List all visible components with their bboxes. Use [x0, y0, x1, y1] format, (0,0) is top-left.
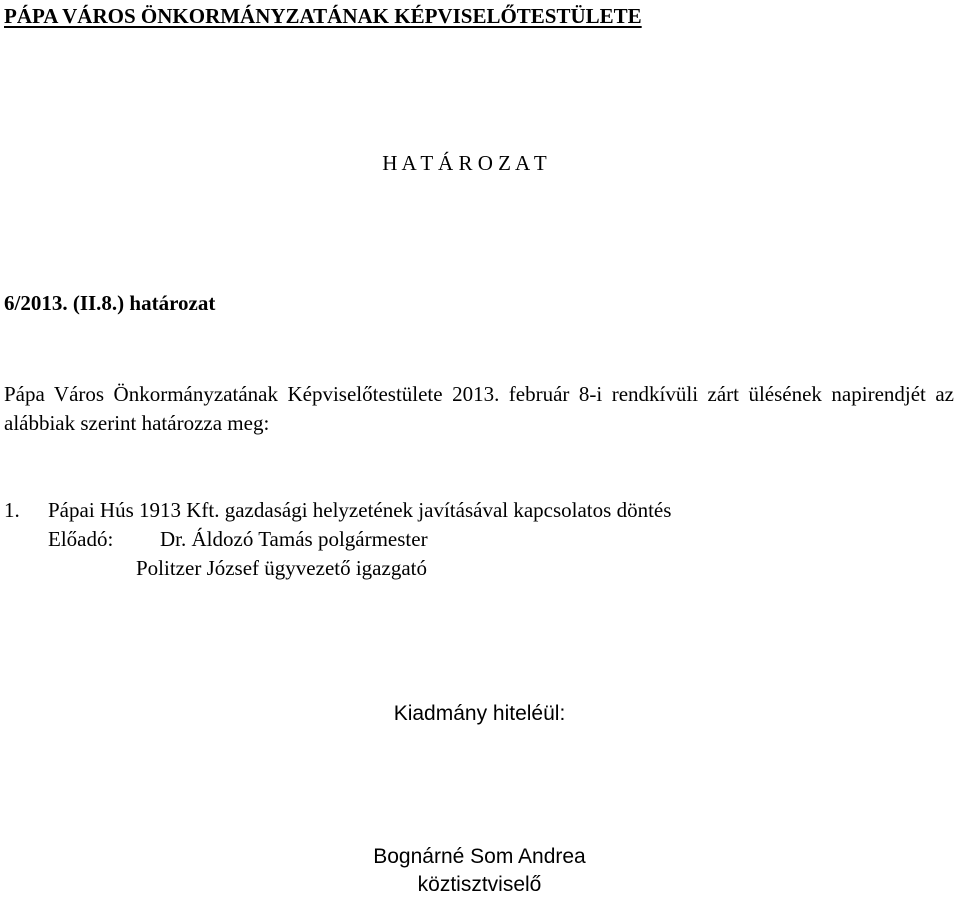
council-header-title: PÁPA VÁROS ÖNKORMÁNYZATÁNAK KÉPVISELŐTESTÜLETE	[4, 4, 642, 28]
intro-paragraph: Pápa Város Önkormányzatának Képviselőtestülete 2013. február 8-i rendkívüli zárt ülésének napirendjét az alábbiak szerint határozza meg:	[4, 382, 954, 435]
signer-title: köztisztviselő	[417, 873, 542, 896]
presenter-name: Dr. Áldozó Tamás polgármester	[160, 527, 428, 551]
signer-name: Bognárné Som Andrea	[373, 845, 586, 868]
document-type-heading: H A T Á R O Z A T	[382, 151, 547, 175]
presenter-name: Politzer József ügyvezető igazgató	[136, 556, 427, 580]
authentication-heading: Kiadmány hiteléül:	[393, 702, 566, 725]
agenda-item-number: 1.	[4, 498, 20, 522]
agenda-item-text: Pápai Hús 1913 Kft. gazdasági helyzetének javításával kapcsolatos döntés	[48, 498, 672, 522]
resolution-number: 6/2013. (II.8.) határozat	[4, 291, 216, 315]
presenter-label: Előadó:	[48, 527, 114, 551]
